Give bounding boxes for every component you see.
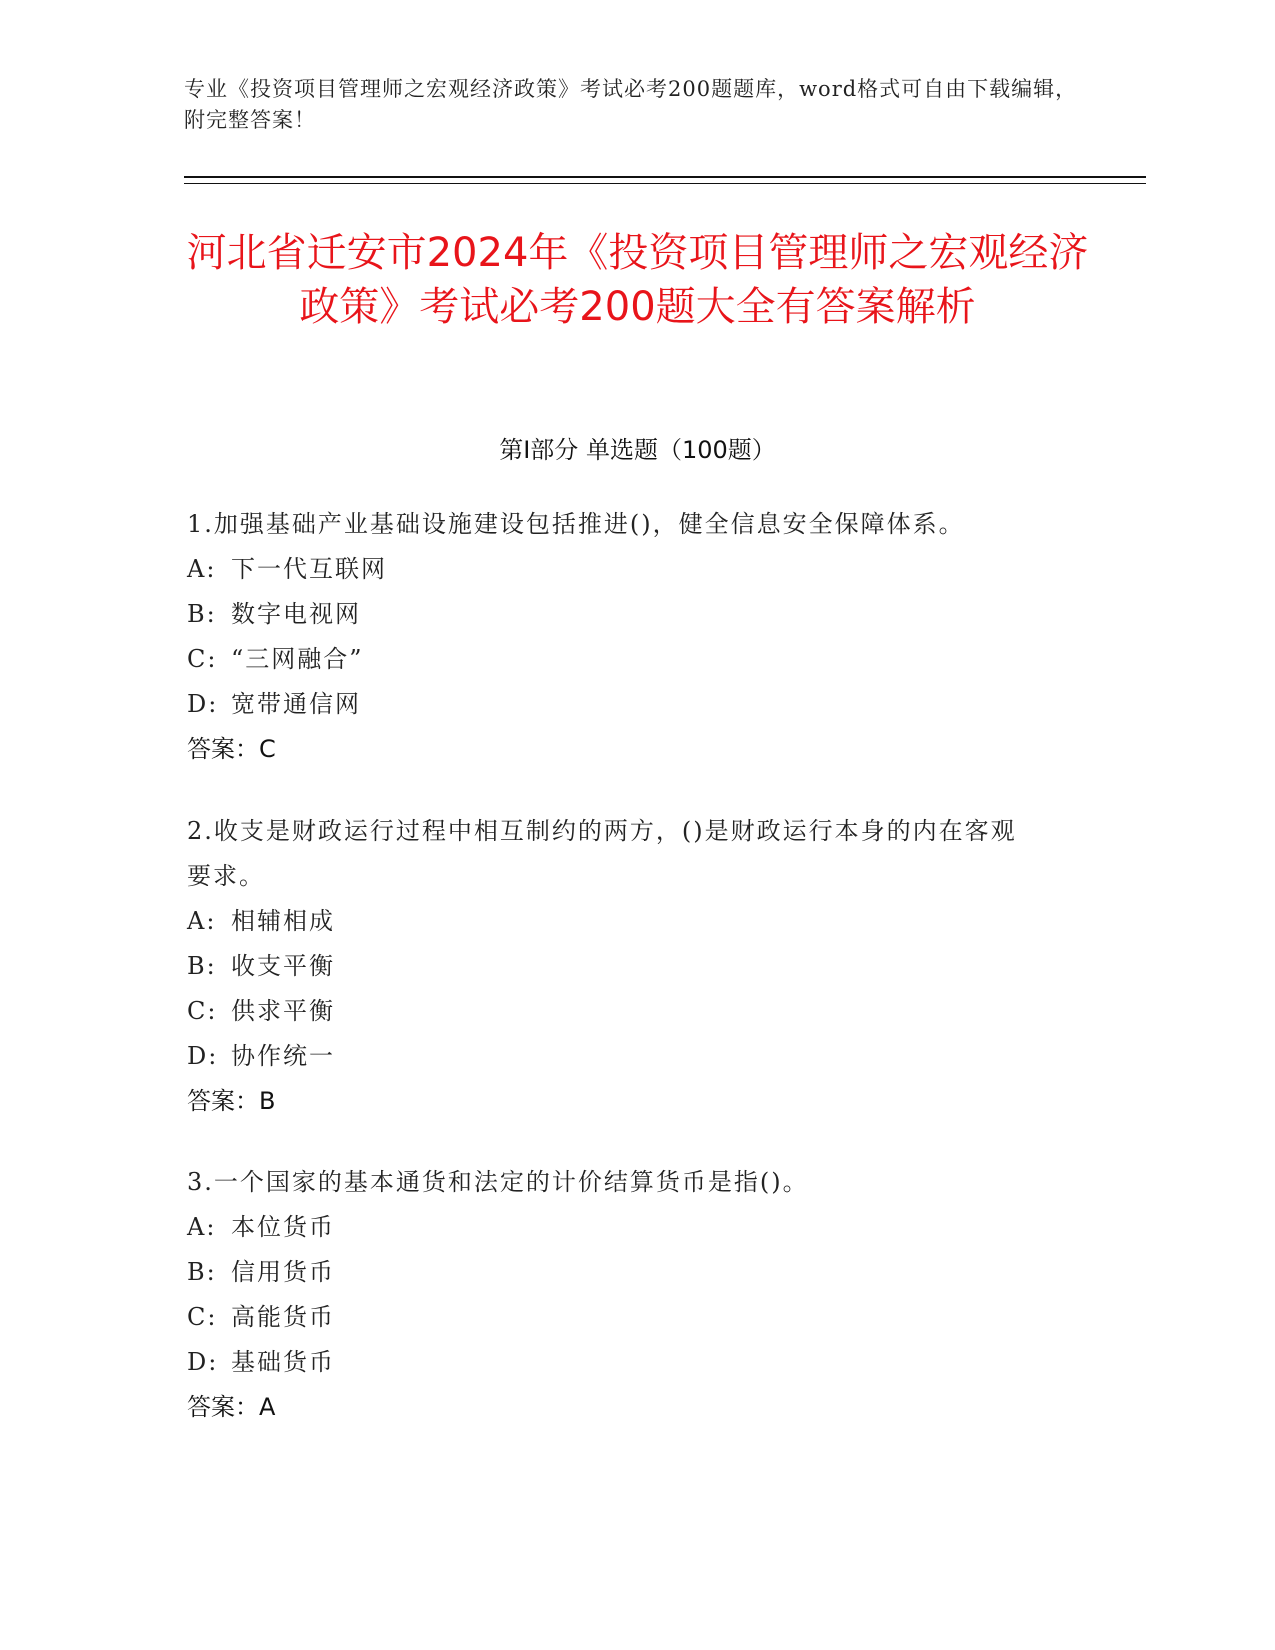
option-key: A:: [187, 1213, 217, 1241]
option-text: 供求平衡: [231, 997, 335, 1025]
option-key: B:: [187, 1258, 217, 1286]
option-text: “三网融合”: [231, 645, 364, 673]
question-option: [187, 1295, 1067, 1340]
option-key: A:: [187, 555, 217, 583]
header-divider-thick: [184, 176, 1146, 178]
question-item: [187, 1160, 1067, 1430]
question-stem: 3.一个国家的基本通货和法定的计价结算货币是指()。: [187, 1168, 809, 1196]
question-option: [187, 1250, 1067, 1295]
question-option: [187, 899, 1037, 944]
question-answer: 答案：B: [187, 1087, 276, 1115]
question-item: [187, 502, 1067, 772]
option-key: D:: [187, 1348, 219, 1376]
option-key: D:: [187, 1042, 219, 1070]
question-option: [187, 547, 1067, 592]
option-key: B:: [187, 600, 217, 628]
question-option: [187, 1205, 1067, 1250]
option-key: B:: [187, 952, 217, 980]
question-option: [187, 1034, 1037, 1079]
question-stem: 2.收支是财政运行过程中相互制约的两方，()是财政运行本身的内在客观要求。: [187, 817, 1017, 890]
question-answer: 答案：C: [187, 735, 276, 763]
question-option: [187, 989, 1037, 1034]
question-item: [187, 809, 1037, 1124]
option-text: 数字电视网: [231, 600, 361, 628]
option-text: 本位货币: [231, 1213, 335, 1241]
question-option: [187, 637, 1067, 682]
header-note: 专业《投资项目管理师之宏观经济政策》考试必考200题题库，word格式可自由下载编辑，附完整答案！: [184, 77, 1078, 132]
header-divider-thin: [184, 183, 1146, 184]
option-text: 收支平衡: [231, 952, 335, 980]
option-key: D:: [187, 690, 219, 718]
option-key: C:: [187, 1303, 218, 1331]
option-text: 基础货币: [231, 1348, 335, 1376]
question-option: [187, 592, 1067, 637]
option-text: 信用货币: [231, 1258, 335, 1286]
option-key: C:: [187, 645, 218, 673]
question-option: [187, 682, 1067, 727]
option-text: 宽带通信网: [231, 690, 361, 718]
option-text: 协作统一: [231, 1042, 335, 1070]
option-key: A:: [187, 907, 217, 935]
question-stem: 1.加强基础产业基础设施建设包括推进()，健全信息安全保障体系。: [187, 510, 965, 538]
question-answer: 答案：A: [187, 1393, 276, 1421]
section-heading: 第I部分 单选题（100题）: [499, 436, 776, 464]
option-text: 相辅相成: [231, 907, 335, 935]
option-key: C:: [187, 997, 218, 1025]
option-text: 下一代互联网: [231, 555, 387, 583]
option-text: 高能货币: [231, 1303, 335, 1331]
question-option: [187, 1340, 1067, 1385]
document-title: 河北省迁安市2024年《投资项目管理师之宏观经济政策》考试必考200题大全有答案解析: [186, 230, 1089, 330]
question-option: [187, 944, 1037, 989]
